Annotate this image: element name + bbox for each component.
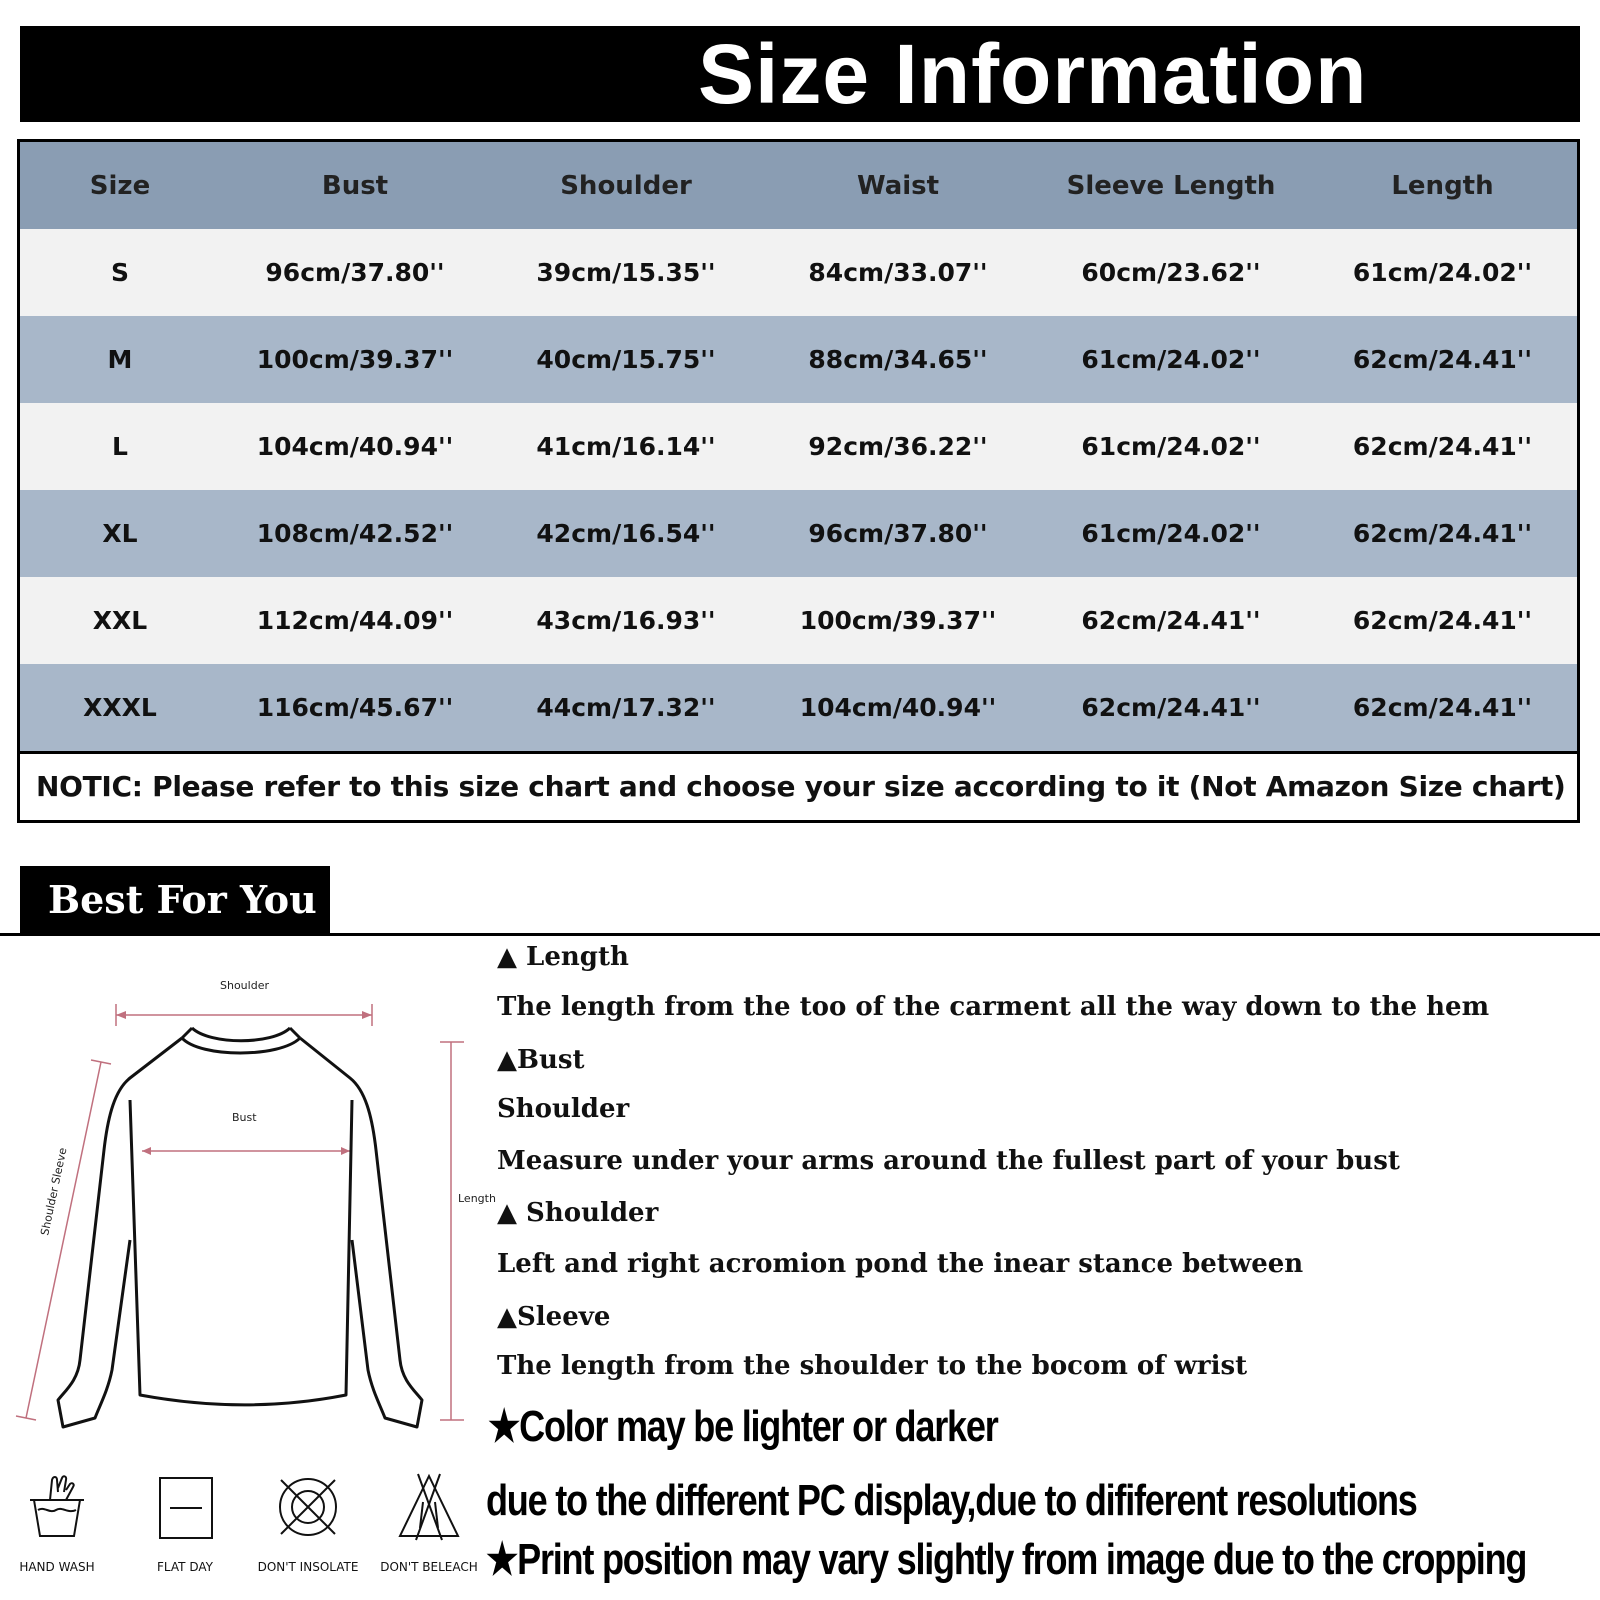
- cell-size: L: [112, 432, 128, 461]
- best-for-you-tab: Best For You: [20, 866, 330, 934]
- table-row: [20, 490, 1577, 577]
- care-dont-bleach: [374, 1472, 484, 1592]
- cell-bust: 100cm/39.37'': [256, 345, 454, 374]
- table-row: [20, 229, 1577, 316]
- desc-sleeve-heading: ▲Sleeve: [497, 1302, 611, 1332]
- care-label-dont-bleach: DON'T BELEACH: [380, 1560, 478, 1574]
- cell-length: 62cm/24.41'': [1352, 519, 1533, 548]
- cell-waist: 104cm/40.94'': [799, 693, 997, 722]
- cell-sleeve-length: 61cm/24.02'': [1081, 345, 1261, 374]
- cell-length: 62cm/24.41'': [1352, 693, 1533, 722]
- diagram-label-sleeve: Shoulder Sleeve: [38, 1146, 70, 1237]
- dont-insolate-icon: [273, 1472, 343, 1542]
- size-notice: NOTIC: Please refer to this size chart and choose your size according to it (Not Amazon Size chart): [20, 751, 1577, 820]
- desc-sleeve-text: The length from the shoulder to the bocom of wrist: [497, 1351, 1248, 1381]
- flat-dry-icon: [150, 1472, 220, 1542]
- diagram-label-shoulder: Shoulder: [220, 979, 269, 992]
- cell-waist: 100cm/39.37'': [799, 606, 997, 635]
- cell-bust: 108cm/42.52'': [256, 519, 454, 548]
- page-title: Size Information: [698, 27, 1368, 121]
- cell-waist: 96cm/37.80'': [808, 519, 988, 548]
- header-waist: Waist: [856, 170, 940, 201]
- desc-bust-heading: ▲Bust: [497, 1045, 585, 1075]
- care-label-hand-wash: HAND WASH: [19, 1560, 95, 1574]
- cell-waist: 88cm/34.65'': [808, 345, 988, 374]
- cell-bust: 112cm/44.09'': [256, 606, 454, 635]
- cell-length: 62cm/24.41'': [1352, 345, 1533, 374]
- desc-bust-text: Measure under your arms around the fullest part of your bust: [497, 1146, 1400, 1176]
- cell-size: XL: [102, 519, 138, 548]
- cell-sleeve-length: 61cm/24.02'': [1081, 432, 1261, 461]
- cell-waist: 92cm/36.22'': [808, 432, 988, 461]
- header-length: Length: [1391, 170, 1494, 201]
- desc-shoulder-text: Left and right acromion pond the inear stance between: [497, 1249, 1304, 1279]
- care-hand-wash: [2, 1472, 112, 1592]
- cell-size: XXXL: [83, 693, 157, 722]
- header-size: Size: [89, 170, 151, 201]
- dont-bleach-icon: [394, 1472, 464, 1542]
- cell-size: XXL: [92, 606, 148, 635]
- table-header-row: [20, 142, 1577, 229]
- title-bar: [20, 26, 1580, 122]
- care-label-dont-insolate: DON'T INSOLATE: [257, 1560, 359, 1574]
- cell-sleeve-length: 61cm/24.02'': [1081, 519, 1261, 548]
- cell-bust: 96cm/37.80'': [265, 258, 445, 287]
- header-shoulder: Shoulder: [560, 170, 692, 201]
- cell-sleeve-length: 62cm/24.41'': [1081, 693, 1261, 722]
- care-label-flat-dry: FLAT DAY: [157, 1560, 213, 1574]
- cell-sleeve-length: 60cm/23.62'': [1081, 258, 1261, 287]
- desc-shoulder-word: Shoulder: [497, 1094, 630, 1124]
- note-print-position: ★Print position may vary slightly from image due to the cropping: [486, 1535, 1527, 1584]
- note-display: due to the different PC display,due to dififerent resolutions: [486, 1476, 1417, 1525]
- cell-length: 62cm/24.41'': [1352, 432, 1533, 461]
- cell-size: M: [107, 345, 133, 374]
- diagram-label-bust: Bust: [232, 1111, 257, 1124]
- header-bust: Bust: [321, 170, 389, 201]
- cell-size: S: [110, 258, 129, 287]
- cell-length: 61cm/24.02'': [1352, 258, 1533, 287]
- table-row: [20, 577, 1577, 664]
- cell-shoulder: 39cm/15.35'': [536, 258, 716, 287]
- care-flat-dry: [130, 1472, 240, 1592]
- section-divider: [0, 933, 1600, 936]
- care-dont-insolate: [253, 1472, 363, 1592]
- cell-shoulder: 43cm/16.93'': [536, 606, 716, 635]
- cell-shoulder: 44cm/17.32'': [536, 693, 716, 722]
- table-row: [20, 664, 1577, 751]
- cell-shoulder: 40cm/15.75'': [536, 345, 716, 374]
- cell-shoulder: 42cm/16.54'': [536, 519, 716, 548]
- cell-waist: 84cm/33.07'': [808, 258, 988, 287]
- desc-length-heading: ▲ Length: [497, 942, 629, 972]
- desc-shoulder-heading: ▲ Shoulder: [497, 1198, 659, 1228]
- cell-shoulder: 41cm/16.14'': [536, 432, 716, 461]
- hand-wash-icon: [22, 1472, 92, 1542]
- sweater-diagram: [0, 940, 500, 1440]
- size-table: [17, 139, 1580, 823]
- cell-length: 62cm/24.41'': [1352, 606, 1533, 635]
- diagram-label-length: Length: [458, 1192, 496, 1205]
- desc-length-text: The length from the too of the carment all the way down to the hem: [497, 992, 1490, 1022]
- table-row: [20, 403, 1577, 490]
- table-row: [20, 316, 1577, 403]
- note-color: ★Color may be lighter or darker: [488, 1402, 998, 1451]
- cell-bust: 116cm/45.67'': [256, 693, 454, 722]
- cell-bust: 104cm/40.94'': [256, 432, 454, 461]
- cell-sleeve-length: 62cm/24.41'': [1081, 606, 1261, 635]
- header-sleeve-length: Sleeve Length: [1066, 170, 1276, 201]
